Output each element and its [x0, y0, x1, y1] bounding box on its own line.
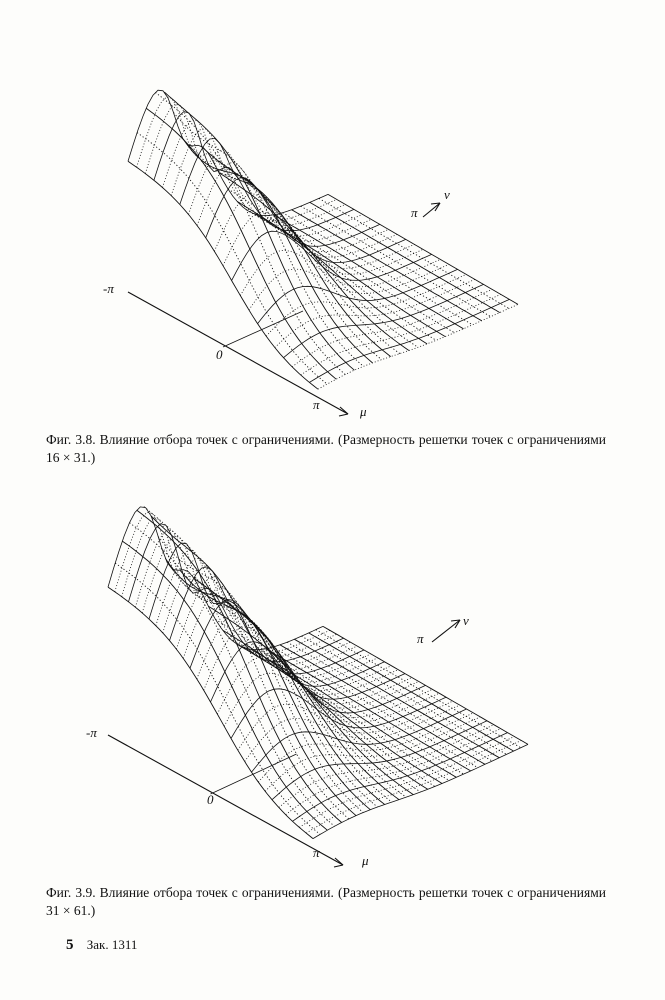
axis-label-nu: ν	[463, 613, 469, 628]
page-footer	[66, 937, 137, 954]
surface-line	[293, 733, 508, 822]
surface-line	[201, 592, 406, 798]
surface-line	[310, 202, 500, 312]
surface-plot-3-9	[0, 480, 665, 870]
axis-label-minus-pi: -π	[103, 281, 114, 296]
surface-line	[174, 113, 364, 367]
figure-caption-3-9: Фиг. 3.9. Влияние отбора точек с ограничениями. (Размерность решетки точек с ограничениями 31 × 61.)	[46, 885, 606, 918]
nu-axis-arrow	[432, 620, 460, 642]
surface-line	[151, 516, 356, 816]
surface-line	[154, 112, 354, 231]
surface-line	[180, 139, 380, 247]
surface-line	[228, 189, 418, 347]
surface-line	[252, 709, 467, 772]
figure-3-9	[0, 480, 665, 870]
mu-arrowhead	[334, 865, 343, 867]
zero-grid-line	[211, 754, 297, 794]
surface-line	[137, 510, 342, 822]
surface-line	[328, 194, 518, 304]
page-number: 5	[66, 937, 74, 953]
surface-line	[223, 212, 423, 274]
axis-label-nu-pi: π	[417, 631, 424, 646]
surface-line	[197, 162, 397, 257]
axis-label-mu-pi: π	[313, 397, 320, 412]
surface-line	[122, 541, 327, 830]
surface-line	[246, 210, 436, 341]
surface-line	[108, 507, 323, 650]
surface-line	[318, 304, 518, 389]
figure-caption-3-8: Фиг. 3.8. Влияние отбора точек с ограничениями. (Размерность решетки точек с ограничениями 16 × 31.)	[46, 432, 606, 465]
surface-line	[183, 138, 373, 363]
surface-line	[275, 279, 475, 347]
surface-line	[301, 294, 501, 375]
axis-label-zero: 0	[216, 347, 223, 362]
axis-label-mu: μ	[360, 404, 367, 419]
surface-line	[272, 721, 487, 800]
surface-line	[279, 725, 494, 808]
surface-line	[158, 537, 363, 813]
surface-line	[135, 530, 350, 666]
print-order: Зак. 1311	[86, 937, 138, 952]
surface-line	[211, 642, 426, 713]
surface-line	[165, 558, 370, 809]
mu-arrowhead	[339, 414, 348, 416]
axis-label-minus-pi: -π	[86, 725, 97, 740]
surface-line	[259, 650, 464, 774]
surface-line	[137, 97, 337, 221]
surface-line	[292, 210, 482, 321]
nu-axis-arrow	[423, 203, 440, 217]
surface-line	[173, 569, 378, 807]
surface-plot-3-8	[0, 60, 665, 430]
axis-label-nu: ν	[444, 187, 450, 202]
surface-line	[155, 92, 345, 374]
axis-label-mu: μ	[362, 853, 369, 868]
axis-label-zero: 0	[207, 792, 214, 807]
axis-label-mu-pi: π	[313, 845, 320, 860]
surface-line	[149, 543, 364, 674]
surface-line	[122, 518, 337, 658]
mu-axis-line	[128, 292, 348, 414]
surface-line	[231, 689, 446, 739]
axis-label-nu-pi: π	[411, 205, 418, 220]
surface-line	[249, 264, 449, 310]
surface-line	[258, 269, 458, 323]
figure-3-8	[0, 60, 665, 430]
surface-line	[189, 150, 389, 252]
